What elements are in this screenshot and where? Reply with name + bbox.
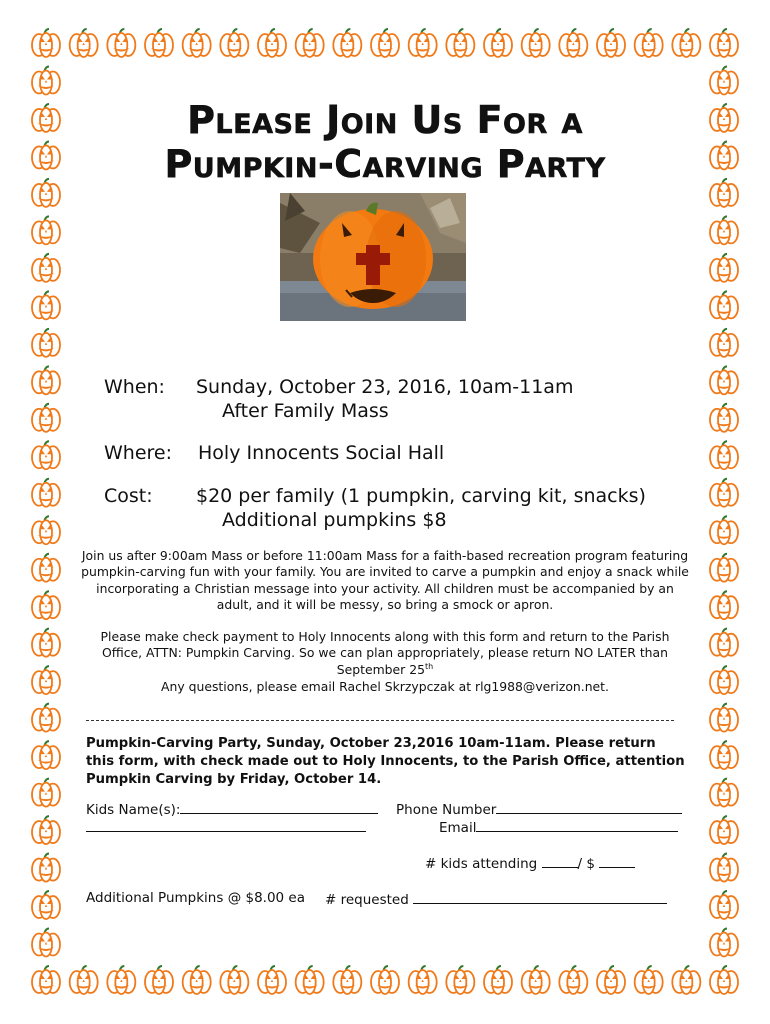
email-row [439,817,678,837]
jack-o-lantern-icon [710,254,738,282]
jack-o-lantern-icon [183,29,211,57]
jack-o-lantern-icon [32,966,60,994]
jack-o-lantern-icon [710,216,738,244]
jack-o-lantern-icon [145,966,173,994]
jack-o-lantern-icon [258,966,286,994]
jack-o-lantern-icon [446,966,474,994]
jack-o-lantern-icon [371,966,399,994]
jack-o-lantern-icon [220,29,248,57]
phone-field[interactable] [496,799,682,814]
jack-o-lantern-icon [710,629,738,657]
kids-name-field[interactable] [180,799,378,814]
jack-o-lantern-icon [258,29,286,57]
where-label: Where: [104,442,173,464]
jack-o-lantern-icon [32,779,60,807]
where-value: Holy Innocents Social Hall [198,442,445,464]
when-label: When: [104,376,165,398]
email-field[interactable] [476,817,678,832]
jack-o-lantern-icon [710,779,738,807]
payment-paragraph [80,629,690,678]
kids-attending-label: # kids attending [425,856,538,872]
jack-o-lantern-icon [70,966,98,994]
questions-paragraph: Any questions, please email Rachel Skrzypczak at rlg1988@verizon.net. [161,679,609,694]
jack-o-lantern-icon [32,441,60,469]
kids-attending-row [425,853,635,873]
jack-o-lantern-icon [710,966,738,994]
payment-superscript: th [424,661,434,671]
kids-name-row-2 [86,817,366,837]
jack-o-lantern-icon [710,816,738,844]
jack-o-lantern-icon [296,966,324,994]
jack-o-lantern-icon [32,516,60,544]
jack-o-lantern-icon [70,29,98,57]
when-value-2: After Family Mass [222,400,389,422]
amount-field[interactable] [599,853,635,868]
jack-o-lantern-icon [32,741,60,769]
jack-o-lantern-icon [710,516,738,544]
jack-o-lantern-icon [32,666,60,694]
jack-o-lantern-icon [32,591,60,619]
jack-o-lantern-icon [710,479,738,507]
jack-o-lantern-icon [672,29,700,57]
jack-o-lantern-icon [710,854,738,882]
jack-o-lantern-icon [597,29,625,57]
jack-o-lantern-icon [409,966,437,994]
jack-o-lantern-icon [710,929,738,957]
jack-o-lantern-icon [333,966,361,994]
jack-o-lantern-icon [522,966,550,994]
jack-o-lantern-cross-photo [280,193,466,321]
page-title-line1: Please Join Us For a [187,98,583,142]
jack-o-lantern-icon [183,966,211,994]
jack-o-lantern-icon [710,666,738,694]
requested-row [325,889,667,909]
jack-o-lantern-icon [710,704,738,732]
jack-o-lantern-icon [371,29,399,57]
jack-o-lantern-icon [672,966,700,994]
page-title-line2: Pumpkin-Carving Party [164,142,606,186]
jack-o-lantern-icon [446,29,474,57]
kids-name-row [86,799,378,819]
dollar-label: / $ [577,856,595,872]
kids-name-field-2[interactable] [86,817,366,832]
jack-o-lantern-icon [32,254,60,282]
kids-name-label: Kids Name(s): [86,802,181,818]
jack-o-lantern-icon [32,291,60,319]
jack-o-lantern-icon [32,216,60,244]
jack-o-lantern-icon [710,554,738,582]
jack-o-lantern-icon [32,629,60,657]
jack-o-lantern-icon [32,329,60,357]
jack-o-lantern-icon [635,29,663,57]
jack-o-lantern-icon [333,29,361,57]
email-label: Email [439,820,477,836]
jack-o-lantern-icon [710,29,738,57]
jack-o-lantern-icon [710,329,738,357]
jack-o-lantern-icon [107,29,135,57]
jack-o-lantern-icon [710,366,738,394]
jack-o-lantern-icon [710,66,738,94]
jack-o-lantern-icon [32,554,60,582]
jack-o-lantern-icon [522,29,550,57]
payment-text: Please make check payment to Holy Innocents along with this form and return to the Parish Office, ATTN: Pumpkin Carving. So we can plan appropriately, please return NO LATER than September 25 [100,629,670,677]
jack-o-lantern-icon [32,366,60,394]
jack-o-lantern-icon [32,479,60,507]
jack-o-lantern-icon [559,29,587,57]
cost-label: Cost: [104,485,153,507]
jack-o-lantern-icon [32,704,60,732]
jack-o-lantern-icon [710,591,738,619]
additional-pumpkins-label: Additional Pumpkins @ $8.00 ea [86,890,305,906]
jack-o-lantern-icon [32,66,60,94]
requested-field[interactable] [413,889,667,904]
jack-o-lantern-icon [220,966,248,994]
requested-label: # requested [325,892,409,908]
form-header: Pumpkin-Carving Party, Sunday, October 23,2016 10am-11am. Please return this form, with check made out to Holy Innocents, to the Parish Office, attention Pumpkin Carving by Friday, October 14. [86,736,685,787]
jack-o-lantern-icon [32,404,60,432]
cost-value: $20 per family (1 pumpkin, carving kit, snacks) [196,485,646,507]
cost-value-2: Additional pumpkins $8 [222,509,447,531]
jack-o-lantern-icon [107,966,135,994]
jack-o-lantern-icon [32,29,60,57]
jack-o-lantern-icon [32,929,60,957]
jack-o-lantern-icon [710,891,738,919]
kids-attending-field[interactable] [542,853,578,868]
phone-label: Phone Number [396,802,497,818]
phone-row [396,799,682,819]
jack-o-lantern-icon [710,741,738,769]
jack-o-lantern-icon [710,291,738,319]
jack-o-lantern-icon [145,29,173,57]
jack-o-lantern-icon [32,854,60,882]
jack-o-lantern-icon [710,441,738,469]
intro-paragraph: Join us after 9:00am Mass or before 11:00am Mass for a faith-based recreation program featuring pumpkin-carving fun with your family. You are invited to carve a pumpkin and enjoy a snack while incorporating a Christian message into your activity. All children must be accompanied by an adult, and it will be messy, so bring a smock or apron. [81,548,689,613]
cut-line [86,720,674,721]
jack-o-lantern-icon [559,966,587,994]
jack-o-lantern-icon [409,29,437,57]
jack-o-lantern-icon [484,966,512,994]
when-value: Sunday, October 23, 2016, 10am-11am [196,376,574,398]
jack-o-lantern-icon [710,404,738,432]
jack-o-lantern-icon [32,891,60,919]
jack-o-lantern-icon [484,29,512,57]
jack-o-lantern-icon [296,29,324,57]
jack-o-lantern-icon [597,966,625,994]
jack-o-lantern-icon [32,816,60,844]
jack-o-lantern-icon [635,966,663,994]
